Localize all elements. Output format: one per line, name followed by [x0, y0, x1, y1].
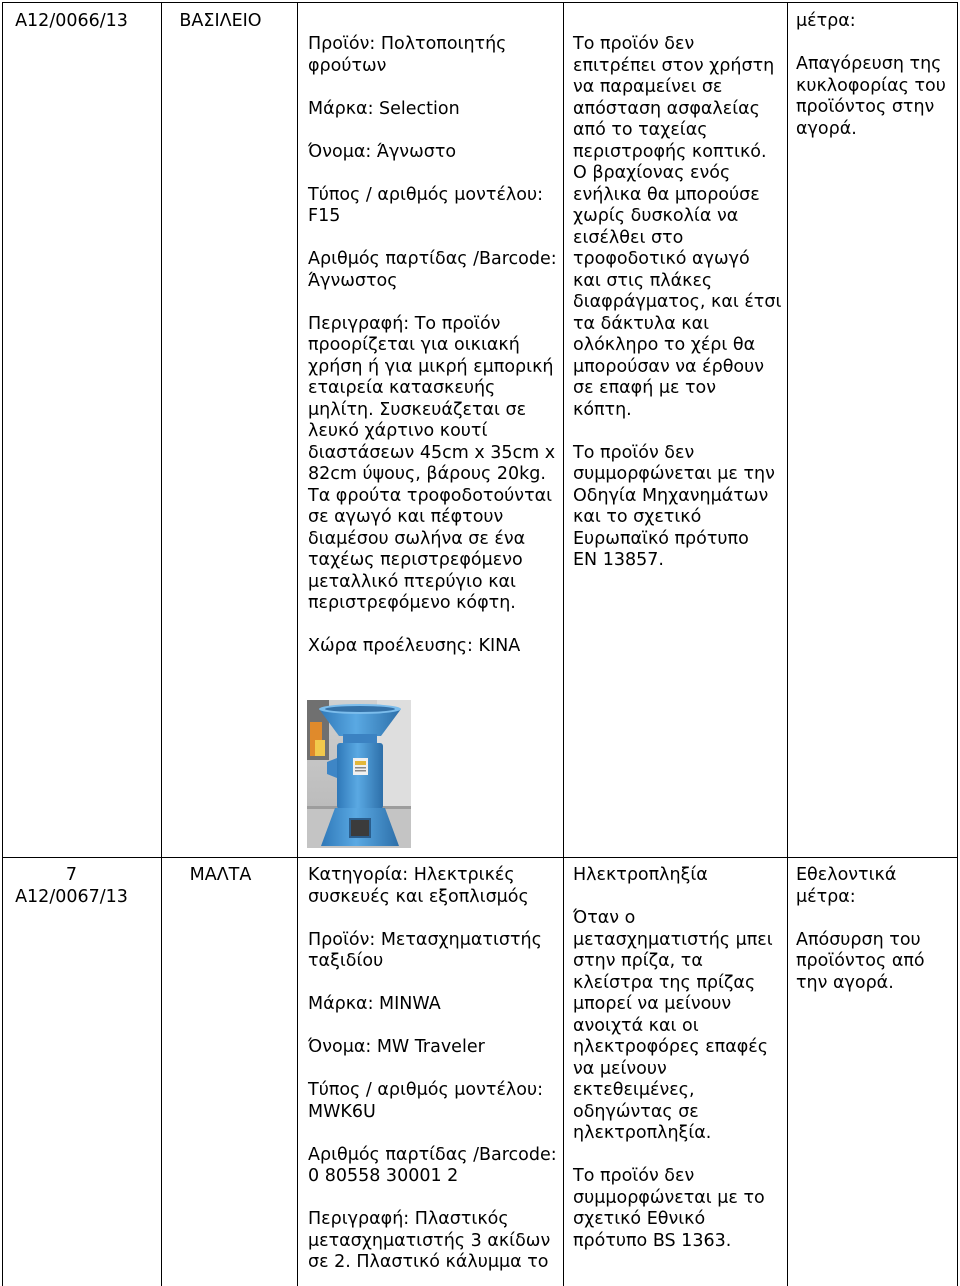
machine-label-line [355, 770, 366, 772]
paragraph [308, 249, 558, 292]
text-line: Όνομα: MW Traveler [308, 1037, 485, 1057]
text-line: κλείστρα της πρίζας [573, 972, 756, 993]
text-line: Απαγόρευση της [796, 54, 942, 74]
paragraph [573, 1166, 783, 1252]
text-line: Όταν ο [573, 908, 636, 928]
table-row-divider [2, 857, 958, 858]
paragraph [308, 185, 558, 228]
paragraph [573, 443, 783, 572]
text-line: κόπτη. [573, 399, 632, 420]
paragraph [796, 11, 954, 33]
text-line: μετασχηματιστής μπει [573, 929, 773, 950]
text-line: Περιγραφή: Το προϊόν [308, 313, 501, 334]
machine-outlet [351, 820, 369, 836]
text-line: ενήλικα θα μπορούσε [573, 184, 760, 205]
text-line: ταχέως περιστρεφόμενο [308, 550, 523, 570]
photo-yellow-item [315, 740, 325, 756]
text-line: μπορούσαν να έρθουν [573, 356, 765, 377]
text-line: σε 2. Πλαστικό κάλυμμα το [308, 1252, 549, 1272]
text-line: μέτρα: [796, 11, 856, 31]
text-line: Εθελοντικά [796, 865, 897, 885]
paragraph [308, 314, 558, 615]
text-line: χωρίς δυσκολία να [573, 206, 739, 226]
paragraph [172, 11, 269, 33]
text-line: 7 [65, 865, 78, 885]
text-line: Απόσυρση του [796, 929, 921, 950]
text-line: συσκευές και εξοπλισμός [308, 886, 529, 907]
text-line: 0 80558 30001 2 [308, 1166, 459, 1186]
text-line: Όνομα: Άγνωστο [308, 141, 457, 162]
row-1-country-cell [172, 11, 269, 33]
text-line: διαφράγματος, και έτσι [573, 292, 782, 312]
table-border-top [2, 2, 958, 3]
text-line: ανοιχτά και οι [573, 1015, 699, 1036]
paragraph [796, 930, 954, 995]
text-line: προορίζεται για οικιακή [308, 335, 520, 355]
row-1-measures-cell [796, 11, 954, 140]
text-line: τα δάκτυλα και [573, 313, 710, 334]
text-line: Ηλεκτροπληξία [573, 865, 708, 885]
paragraph [796, 54, 954, 140]
paragraph [308, 865, 558, 908]
text-line: A12/0066/13 [15, 11, 128, 31]
text-line: συμμορφώνεται με την [573, 464, 775, 484]
table-border-right [957, 2, 958, 1286]
text-line: από το ταχείας [573, 120, 708, 140]
text-line: Αριθμός παρτίδας /Barcode: [308, 1144, 557, 1165]
table-column-divider [563, 2, 564, 1286]
text-line: οδηγώντας σε [573, 1101, 699, 1122]
paragraph [308, 142, 558, 164]
paragraph [308, 930, 558, 973]
text-line: MWK6U [308, 1101, 376, 1122]
paragraph [308, 1145, 558, 1188]
table-column-divider [161, 2, 162, 1286]
text-line: A12/0067/13 [15, 886, 128, 907]
text-line: Ευρωπαϊκό πρότυπο [573, 528, 749, 549]
paragraph [308, 994, 558, 1016]
text-line: Αριθμός παρτίδας /Barcode: [308, 249, 557, 269]
text-line: ηλεκτροπληξία. [573, 1123, 712, 1143]
paragraph [796, 865, 954, 908]
text-line: ΜΑΛΤΑ [189, 865, 252, 885]
text-line: EN 13857. [573, 550, 664, 570]
paragraph [308, 1209, 558, 1274]
text-line: ταξιδίου [308, 951, 384, 971]
row-2-product-cell [308, 865, 558, 1274]
text-line: 82cm ύψους, βάρους 20kg. [308, 464, 546, 484]
machine-label [353, 758, 368, 775]
row-1-risk-cell [573, 34, 783, 572]
paragraph [308, 1037, 558, 1059]
text-line: Μάρκα: Selection [308, 98, 460, 119]
machine-neck [343, 734, 377, 744]
text-line: μεταλλικό πτερύγιο και [308, 571, 516, 592]
text-line: και στις πλάκες [573, 270, 713, 291]
text-line: να παραμείνει σε [573, 77, 723, 97]
table-column-divider [297, 2, 298, 1286]
text-line: Άγνωστος [308, 270, 398, 291]
text-line: διαστάσεων 45cm x 35cm x [308, 442, 556, 463]
text-line: λευκό χάρτινο κουτί [308, 421, 488, 441]
machine-body [337, 743, 383, 809]
row-2-measures-cell [796, 865, 954, 994]
paragraph [12, 865, 131, 908]
paragraph [308, 99, 558, 121]
text-line: Χώρα προέλευσης: ΚΙΝΑ [308, 636, 521, 656]
text-line: προϊόντος από [796, 951, 925, 971]
paragraph [12, 11, 131, 33]
text-line: την αγορά. [796, 972, 894, 993]
text-line: ηλεκτροφόρες επαφές [573, 1037, 769, 1057]
text-line: εισέλθει στο [573, 227, 684, 248]
text-line: εκτεθειμένες, [573, 1080, 695, 1100]
text-line: Το προϊόν δεν [573, 1166, 695, 1186]
text-line: Προϊόν: Πολτοποιητής [308, 34, 507, 54]
text-line: Το προϊόν δεν [573, 34, 695, 54]
text-line: περιστροφής κοπτικό. [573, 141, 767, 162]
text-line: Τα φρούτα τροφοδοτούνται [308, 485, 553, 506]
text-line: F15 [308, 206, 341, 226]
machine-label-line [355, 767, 366, 769]
text-line: αγορά. [796, 118, 857, 139]
text-line: σε επαφή με τον [573, 378, 717, 398]
text-line: Τύπος / αριθμός μοντέλου: [308, 184, 543, 205]
text-line: Οδηγία Μηχανημάτων [573, 485, 769, 506]
text-line: Ο βραχίονας ενός [573, 163, 731, 183]
row-1-product-cell [308, 34, 558, 658]
text-line: περιστρεφόμενο κόφτη. [308, 593, 516, 613]
text-line: απόσταση ασφαλείας [573, 98, 760, 119]
text-line: πρότυπο BS 1363. [573, 1230, 732, 1251]
machine-label-stripe [355, 761, 366, 765]
text-line: Τύπος / αριθμός μοντέλου: [308, 1080, 543, 1100]
product-photo [307, 700, 411, 848]
text-line: να μείνουν [573, 1058, 667, 1079]
text-line: διαμέσου σωλήνα σε ένα [308, 528, 526, 549]
text-line: συμμορφώνεται με το [573, 1187, 765, 1208]
text-line: ολόκληρο το χέρι θα [573, 335, 756, 355]
text-line: χρήση ή για μικρή εμπορική [308, 356, 554, 377]
table-column-divider [787, 2, 788, 1286]
text-line: σχετικό Εθνικό [573, 1209, 706, 1229]
row-1-reference-cell [12, 11, 131, 33]
paragraph [172, 865, 269, 887]
text-line: προϊόντος στην [796, 97, 935, 117]
text-line: επιτρέπει στον χρήστη [573, 55, 775, 76]
text-line: σε αγωγό και πέφτουν [308, 507, 504, 527]
text-line: και το σχετικό [573, 507, 702, 527]
table-border-left [2, 2, 3, 1286]
text-line: φρούτων [308, 55, 387, 76]
text-line: μέτρα: [796, 886, 856, 907]
row-2-reference-cell [12, 865, 131, 908]
paragraph [573, 34, 783, 421]
text-line: Προϊόν: Μετασχηματιστής [308, 929, 542, 950]
paragraph [308, 1080, 558, 1123]
row-2-country-cell [172, 865, 269, 887]
text-line: ΒΑΣΙΛΕΙΟ [179, 11, 262, 31]
machine-hopper-opening [325, 706, 395, 712]
row-2-risk-cell [573, 865, 783, 1252]
text-line: Κατηγορία: Ηλεκτρικές [308, 865, 515, 885]
text-line: μετασχηματιστής 3 ακίδων [308, 1230, 551, 1251]
paragraph [573, 865, 783, 887]
text-line: μπορεί να μείνουν [573, 994, 732, 1014]
text-line: κυκλοφορίας του [796, 75, 946, 96]
text-line: τροφοδοτικό αγωγό [573, 249, 750, 269]
text-line: Το προϊόν δεν [573, 442, 695, 463]
text-line: στην πρίζα, τα [573, 951, 703, 971]
text-line: Μάρκα: MINWA [308, 994, 441, 1014]
paragraph [308, 34, 558, 77]
text-line: εταιρεία κατασκευής [308, 378, 496, 398]
paragraph [573, 908, 783, 1145]
text-line: Περιγραφή: Πλαστικός [308, 1209, 509, 1229]
text-line: μηλίτη. Συσκευάζεται σε [308, 399, 527, 420]
paragraph [308, 636, 558, 658]
